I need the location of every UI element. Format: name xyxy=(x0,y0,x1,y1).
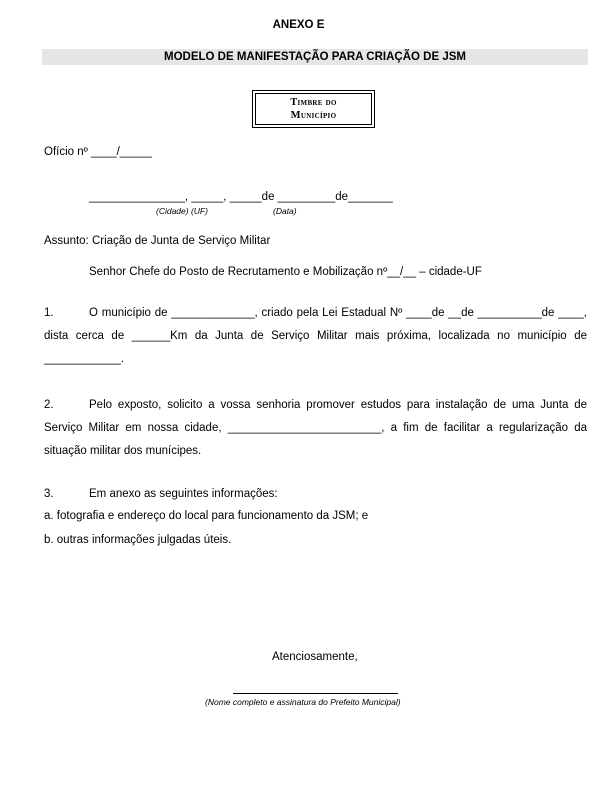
list-item-a: a. fotografia e endereço do local para funcionamento da JSM; e xyxy=(44,510,369,522)
paragraph-1-text: O município de _____________, criado pela Lei Estadual Nº ____de __de __________de ____, dista cerca de ______Km da Junta de Serviço Militar mais próxima, localizada no município de ____________. xyxy=(44,307,587,365)
paragraph-2-text: Pelo exposto, solicito a vossa senhoria promover estudos para instalação de uma Junta de Serviço Militar em nossa cidade, ________________________, a fim de facilitar a regularização da situação militar dos munícipes. xyxy=(44,399,587,457)
signature-caption: (Nome completo e assinatura do Prefeito Municipal) xyxy=(205,697,401,707)
letterhead-line-2: Município xyxy=(290,110,337,121)
annex-label: ANEXO E xyxy=(272,19,325,31)
closing-regards: Atenciosamente, xyxy=(272,651,358,663)
paragraph-1-number: 1. xyxy=(44,307,54,319)
paragraph-1 xyxy=(44,302,587,371)
list-item-b: b. outras informações julgadas úteis. xyxy=(44,534,232,546)
municipality-letterhead-box xyxy=(252,90,375,128)
paragraph-3-text: Em anexo as seguintes informações: xyxy=(89,488,278,500)
date-line: _______________, _____, _____de _________de_______ xyxy=(89,191,393,203)
document-title: MODELO DE MANIFESTAÇÃO PARA CRIAÇÃO DE JSM xyxy=(164,51,466,63)
paragraph-2-number: 2. xyxy=(44,399,54,411)
subject-line: Assunto: Criação de Junta de Serviço Militar xyxy=(44,235,271,247)
date-caption-date: (Data) xyxy=(273,206,297,216)
paragraph-2 xyxy=(44,394,587,463)
paragraph-3-number: 3. xyxy=(44,488,54,500)
paragraph-3 xyxy=(44,483,587,506)
letterhead-line-1: Timbre do xyxy=(290,97,337,108)
date-caption-city: (Cidade) (UF) xyxy=(156,206,208,216)
letterhead-inner-frame xyxy=(255,93,372,125)
signature-line xyxy=(233,693,398,694)
oficio-number: Ofício nº ____/_____ xyxy=(44,146,152,158)
salutation: Senhor Chefe do Posto de Recrutamento e Mobilização nº__/__ – cidade-UF xyxy=(89,266,482,278)
